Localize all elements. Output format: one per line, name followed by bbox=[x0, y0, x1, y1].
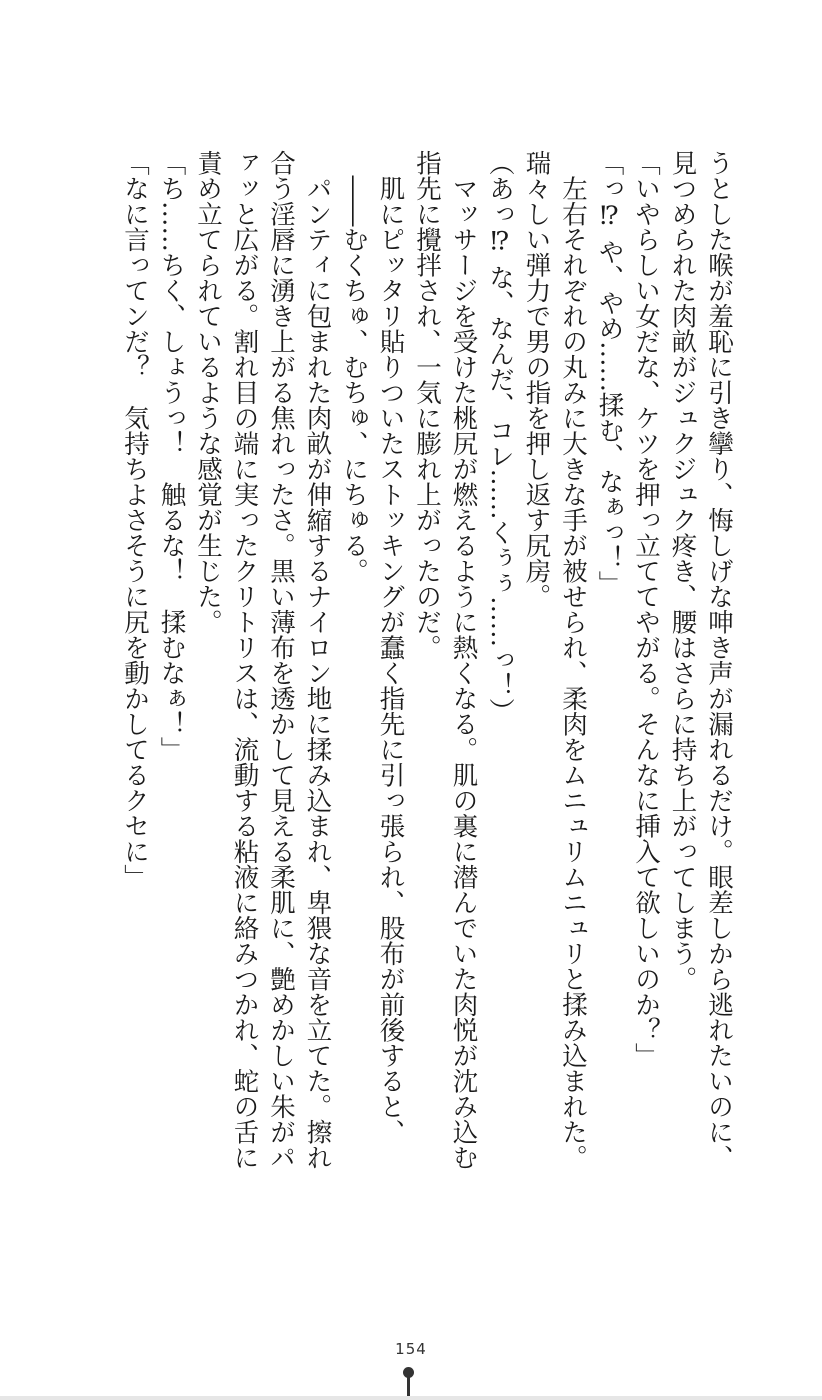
text-line: うとした喉が羞恥に引き攣り、悔しげな呻き声が漏れるだけ。眼差しから逃れたいのに、 bbox=[704, 150, 734, 1170]
page-number: 154 bbox=[395, 1340, 427, 1358]
text-line: ァッと広がる。割れ目の端に実ったクリトリスは、流動する粘液に絡みつかれ、蛇の舌に bbox=[229, 150, 260, 1170]
text-line: 「いやらしい女だな、ケツを押っ立ててやがる。そんなに挿入て欲しいのか？」 bbox=[631, 150, 661, 1068]
text-line: 瑞々しい弾力で男の指を押し返す尻房。 bbox=[521, 150, 552, 609]
text-line: 肌にピッタリ貼りついたストッキングが蠢く指先に引っ張られ、股布が前後すると、 bbox=[375, 150, 406, 1145]
text-line: パンティに包まれた肉畝が伸縮するナイロン地に揉み込まれ、卑猥な音を立てた。擦れ bbox=[302, 150, 333, 1170]
text-line: 「なに言ってンだ？ 気持ちよさそうに尻を動かしてるクセに」 bbox=[120, 150, 150, 890]
page-bottom-edge bbox=[0, 1396, 822, 1400]
text-line: 合う淫唇に湧き上がる焦れったさ。黒い薄布を透かして見える柔肌に、艶めかしい朱がパ bbox=[266, 150, 296, 1170]
text-line: ――むくちゅ、むちゅ、にちゅる。 bbox=[339, 150, 369, 584]
text-line: 「っ⁉ や、やめ……揉む、なぁっ！」 bbox=[594, 150, 625, 597]
text-line: 左右それぞれの丸みに大きな手が被せられ、柔肉をムニュリムニュリと揉み込まれた。 bbox=[558, 150, 588, 1170]
text-line: （あっ⁉ な、なんだ、コレ……くぅぅ……っ！） bbox=[485, 150, 515, 724]
text-line: マッサージを受けた桃尻が燃えるように熱くなる。肌の裏に潜んでいた肉悦が沈み込む bbox=[448, 150, 479, 1170]
text-line: 「ち……ちく、しょうっ！ 触るな！ 揉むなぁ！」 bbox=[156, 150, 187, 762]
text-line: 指先に攪拌され、一気に膨れ上がったのだ。 bbox=[412, 150, 442, 660]
text-line: 責め立てられているような感覚が生じた。 bbox=[193, 150, 223, 635]
text-line: 見つめられた肉畝がジュクジュク疼き、腰はさらに持ち上がってしまう。 bbox=[667, 150, 698, 992]
vertical-text-body bbox=[117, 150, 738, 1230]
